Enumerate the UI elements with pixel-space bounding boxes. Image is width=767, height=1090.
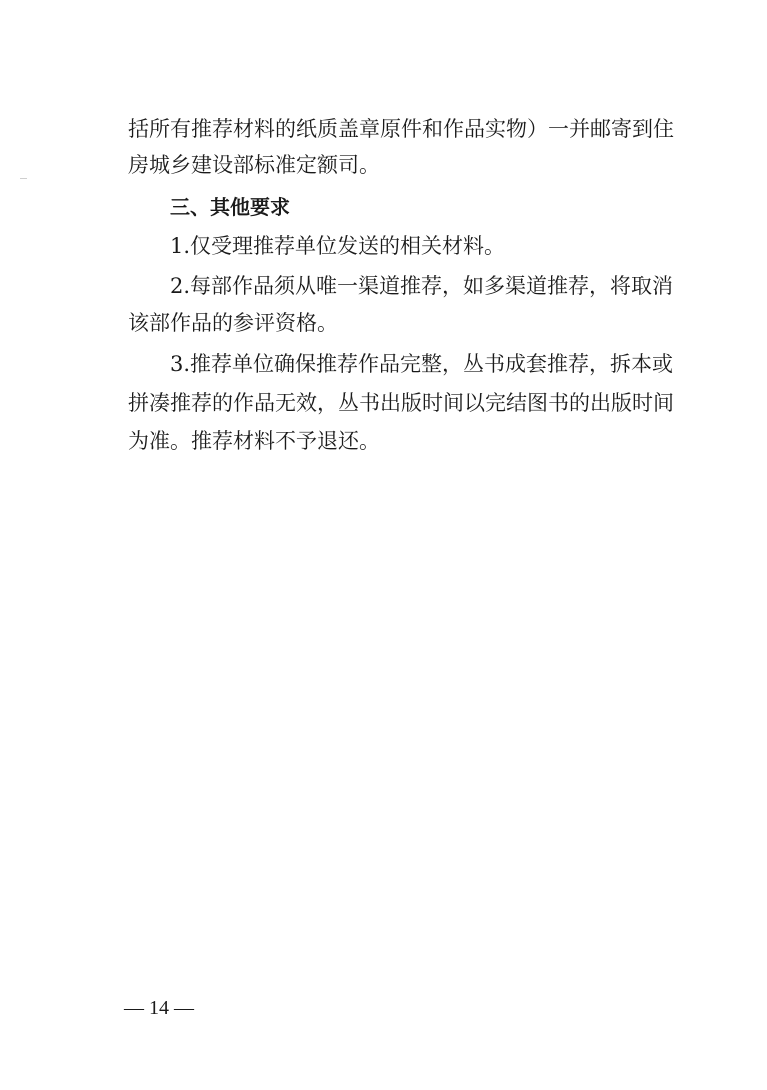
item-2-line-1: 2.每部作品须从唯一渠道推荐，如多渠道推荐，将取消 xyxy=(170,274,674,298)
body-line-1: 括所有推荐材料的纸质盖章原件和作品实物）一并邮寄到住 xyxy=(128,117,674,141)
page-number: — 14 — xyxy=(124,997,194,1019)
item-3-line-1: 3.推荐单位确保推荐作品完整，丛书成套推荐，拆本或 xyxy=(170,352,674,376)
item-2-line-2: 该部作品的参评资格。 xyxy=(128,311,338,335)
item-3-line-2: 拼凑推荐的作品无效，丛书出版时间以完结图书的出版时间 xyxy=(128,391,674,415)
item-1-line: 1.仅受理推荐单位发送的相关材料。 xyxy=(170,234,506,258)
scan-mark xyxy=(20,178,27,179)
item-3-line-3: 为准。推荐材料不予退还。 xyxy=(128,429,380,453)
body-line-2: 房城乡建设部标准定额司。 xyxy=(128,153,380,177)
section-heading: 三、其他要求 xyxy=(170,195,290,219)
